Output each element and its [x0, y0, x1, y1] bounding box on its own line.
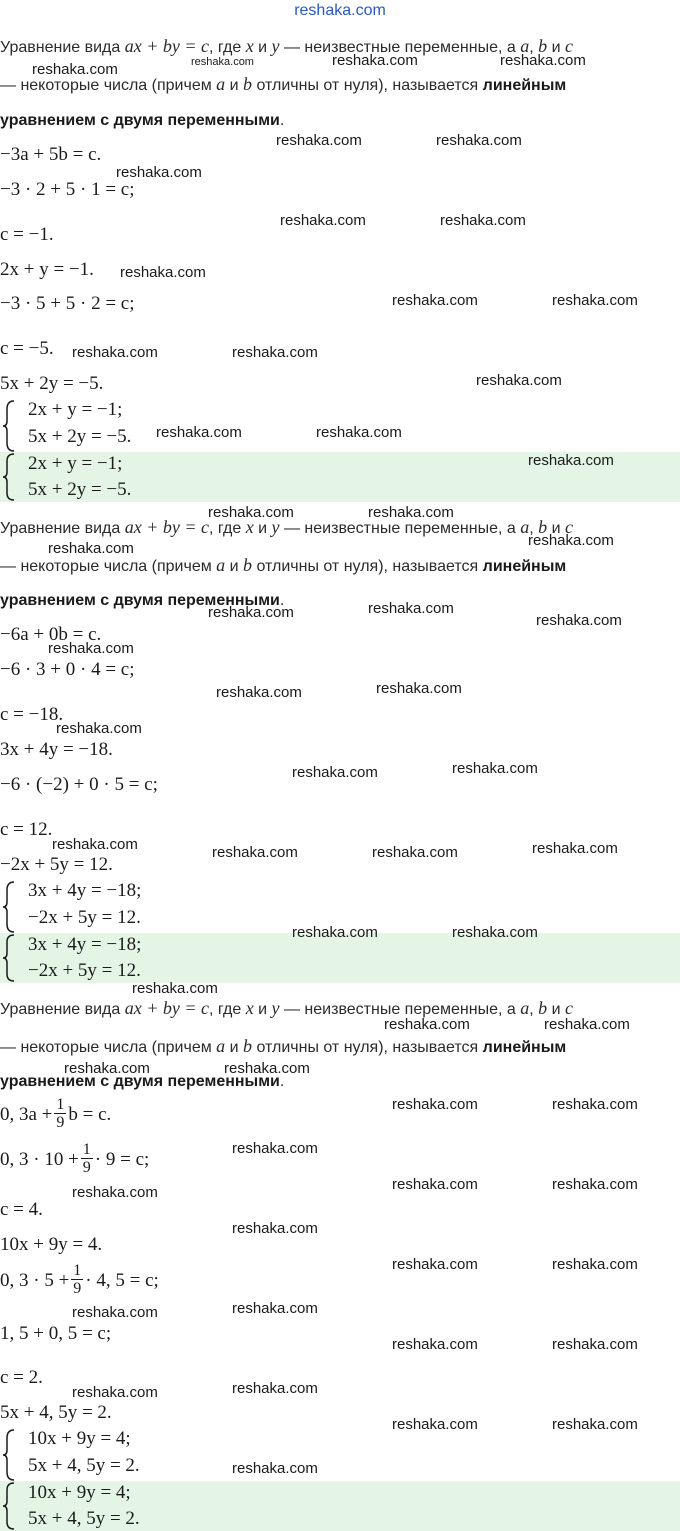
answer-row: 3x + 4y = −18;: [28, 934, 142, 955]
equation-line: 2x + y = −1.: [0, 259, 94, 280]
watermark: reshaka.com: [120, 264, 206, 281]
watermark: reshaka.com: [372, 844, 458, 861]
answer-block: [0, 1481, 680, 1531]
definition-line-3: уравнением с двумя переменными.: [0, 112, 285, 129]
fraction: $\frac{1}{9}$: [73, 1262, 82, 1297]
left-brace-icon: [2, 880, 16, 934]
system-row: 5x + 2y = −5.: [28, 426, 132, 447]
watermark: reshaka.com: [216, 684, 302, 701]
watermark: reshaka.com: [292, 924, 378, 941]
answer-row: 10x + 9y = 4;: [28, 1482, 131, 1503]
equation-line: 1, 5 + 0, 5 = c;: [0, 1323, 112, 1344]
watermark: reshaka.com: [224, 1060, 310, 1077]
equation-line: 0, 3 · 5 + $\frac{1}{9}$ · 4, 5 = c;: [0, 1262, 159, 1297]
watermark: reshaka.com: [292, 764, 378, 781]
watermark: reshaka.com: [208, 504, 294, 521]
equation-line: c = −5.: [0, 338, 54, 359]
site-header-link[interactable]: reshaka.com: [294, 2, 386, 19]
watermark: reshaka.com: [552, 1256, 638, 1273]
watermark: reshaka.com: [392, 1416, 478, 1433]
left-brace-icon: [2, 1481, 16, 1531]
system-row: 5x + 4, 5y = 2.: [28, 1455, 140, 1476]
watermark: reshaka.com: [72, 344, 158, 361]
equation-line: 5x + 4, 5y = 2.: [0, 1402, 112, 1423]
watermark: reshaka.com: [552, 1176, 638, 1193]
watermark: reshaka.com: [232, 1380, 318, 1397]
equation-line: 10x + 9y = 4.: [0, 1234, 103, 1255]
watermark: reshaka.com: [48, 640, 134, 657]
equation-line: −3a + 5b = c.: [0, 144, 102, 165]
watermark: reshaka.com: [500, 52, 586, 69]
equation-system: [2, 880, 302, 934]
watermark: reshaka.com: [52, 836, 138, 853]
left-brace-icon: [2, 399, 16, 453]
watermark: reshaka.com: [191, 56, 254, 68]
watermark: reshaka.com: [232, 1460, 318, 1477]
definition-line-3: уравнением с двумя переменными.: [0, 1073, 285, 1090]
watermark: reshaka.com: [368, 504, 454, 521]
watermark: reshaka.com: [440, 212, 526, 229]
watermark: reshaka.com: [392, 1096, 478, 1113]
definition-line-2: — некоторые числа (причем a и b отличны от нуля), называется линейным: [0, 555, 567, 575]
watermark: reshaka.com: [528, 452, 614, 469]
watermark: reshaka.com: [384, 1016, 470, 1033]
watermark: reshaka.com: [532, 840, 618, 857]
definition-line-2: — некоторые числа (причем a и b отличны от нуля), называется линейным: [0, 1036, 567, 1056]
watermark: reshaka.com: [536, 612, 622, 629]
watermark: reshaka.com: [316, 424, 402, 441]
watermark: reshaka.com: [392, 1256, 478, 1273]
equation-line: 5x + 2y = −5.: [0, 373, 104, 394]
definition-line-1: Уравнение вида ax + by = c, где x и y — неизвестные переменные, а a, b и c: [0, 36, 573, 56]
watermark: reshaka.com: [392, 292, 478, 309]
left-brace-icon: [2, 452, 16, 502]
equation-line: c = 4.: [0, 1199, 43, 1220]
system-row: 2x + y = −1;: [28, 399, 123, 420]
watermark: reshaka.com: [552, 292, 638, 309]
watermark: reshaka.com: [232, 344, 318, 361]
system-row: 3x + 4y = −18;: [28, 880, 142, 901]
watermark: reshaka.com: [208, 604, 294, 621]
equation-line: c = 12.: [0, 819, 53, 840]
equation-line: −6a + 0b = c.: [0, 624, 102, 645]
watermark: reshaka.com: [64, 1060, 150, 1077]
watermark: reshaka.com: [280, 212, 366, 229]
watermark: reshaka.com: [552, 1336, 638, 1353]
watermark: reshaka.com: [232, 1300, 318, 1317]
watermark: reshaka.com: [212, 844, 298, 861]
left-brace-icon: [2, 1428, 16, 1482]
equation-line: −3 · 2 + 5 · 1 = c;: [0, 179, 135, 200]
watermark: reshaka.com: [544, 1016, 630, 1033]
watermark: reshaka.com: [436, 132, 522, 149]
watermark: reshaka.com: [72, 1384, 158, 1401]
answer-row: −2x + 5y = 12.: [28, 960, 141, 981]
equation-line: c = −1.: [0, 224, 54, 245]
watermark: reshaka.com: [156, 424, 242, 441]
definition-line-3: уравнением с двумя переменными.: [0, 592, 285, 609]
watermark: reshaka.com: [72, 1184, 158, 1201]
watermark: reshaka.com: [476, 372, 562, 389]
left-brace-icon: [2, 933, 16, 983]
equation-line: −3 · 5 + 5 · 2 = c;: [0, 293, 135, 314]
equation-line: −2x + 5y = 12.: [0, 854, 113, 875]
watermark: reshaka.com: [392, 1176, 478, 1193]
answer-row: 5x + 4, 5y = 2.: [28, 1508, 140, 1529]
watermark: reshaka.com: [132, 980, 218, 997]
watermark: reshaka.com: [368, 600, 454, 617]
watermark: reshaka.com: [276, 132, 362, 149]
equation-line: c = 2.: [0, 1367, 43, 1388]
system-row: 10x + 9y = 4;: [28, 1428, 131, 1449]
fraction: $\frac{1}{9}$: [82, 1141, 91, 1176]
watermark: reshaka.com: [392, 1336, 478, 1353]
watermark: reshaka.com: [56, 720, 142, 737]
answer-row: 5x + 2y = −5.: [28, 479, 132, 500]
watermark: reshaka.com: [32, 61, 118, 78]
equation-line: c = −18.: [0, 704, 64, 725]
definition-line-1: Уравнение вида ax + by = c, где x и y — неизвестные переменные, а a, b и c: [0, 517, 573, 537]
watermark: reshaka.com: [116, 164, 202, 181]
equation-line: −6 · 3 + 0 · 4 = c;: [0, 659, 135, 680]
watermark: reshaka.com: [376, 680, 462, 697]
definition-line-2: — некоторые числа (причем a и b отличны от нуля), называется линейным: [0, 74, 567, 94]
watermark: reshaka.com: [528, 532, 614, 549]
watermark: reshaka.com: [552, 1096, 638, 1113]
equation-line: 0, 3a + $\frac{1}{9}$ b = c.: [0, 1096, 112, 1131]
watermark: reshaka.com: [48, 540, 134, 557]
answer-row: 2x + y = −1;: [28, 453, 123, 474]
watermark: reshaka.com: [72, 1304, 158, 1321]
watermark: reshaka.com: [452, 760, 538, 777]
watermark: reshaka.com: [232, 1220, 318, 1237]
fraction: $\frac{1}{9}$: [56, 1096, 65, 1131]
equation-line: −6 · (−2) + 0 · 5 = c;: [0, 774, 158, 795]
watermark: reshaka.com: [552, 1416, 638, 1433]
watermark: reshaka.com: [332, 52, 418, 69]
definition-line-1: Уравнение вида ax + by = c, где x и y — неизвестные переменные, а a, b и c: [0, 998, 573, 1018]
equation-line: 0, 3 · 10 + $\frac{1}{9}$ · 9 = c;: [0, 1141, 150, 1176]
equation-system: [2, 399, 302, 453]
watermark: reshaka.com: [452, 924, 538, 941]
equation-line: 3x + 4y = −18.: [0, 739, 113, 760]
watermark: reshaka.com: [232, 1140, 318, 1157]
system-row: −2x + 5y = 12.: [28, 907, 141, 928]
